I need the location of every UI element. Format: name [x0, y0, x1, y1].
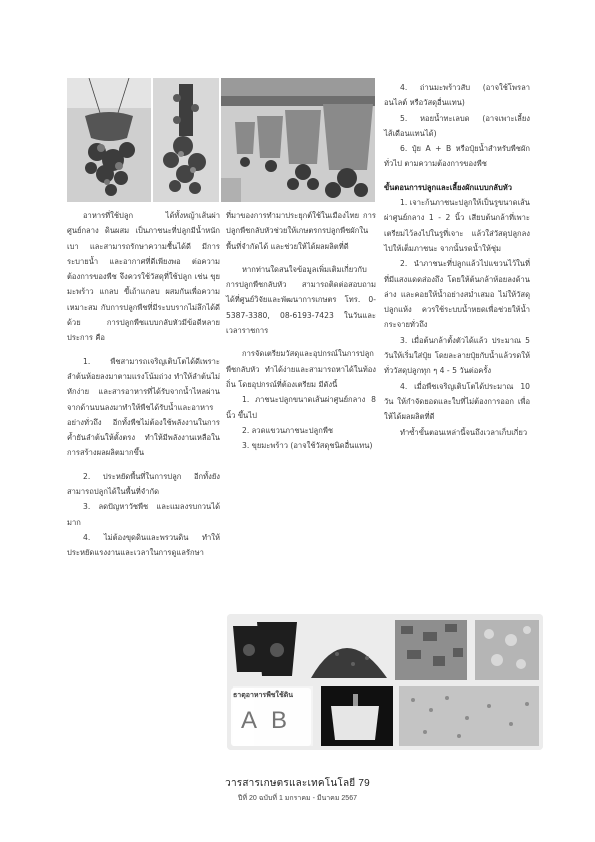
col3-item-4: 4. ถ่านมะพร้าวสับ (อาจใช้โพรลาอนไลต์ หรือวัสดุอื่นแทน) — [384, 83, 530, 108]
footer-issue-info: ปีที่ 20 ฉบับที่ 1 มกราคม - มีนาคม 2567 — [238, 795, 357, 802]
label-a: A — [241, 707, 258, 734]
col2-preparation-para: การจัดเตรียมวัสดุและอุปกรณ์ในการปลูกพืชกลับหัว ทำได้ง่ายและสามารถหาได้ในท้องถิ่น โดยอุปกรณ์ที่ต้องเตรียม มีดังนี้ — [226, 349, 376, 389]
photo-vertical-planter — [153, 78, 219, 202]
col1-point-2: 2. ประหยัดพื้นที่ในการปลูก อีกทั้งยังสามารถปลูกได้ในพื้นที่จำกัด — [67, 471, 220, 497]
label-b: B — [271, 707, 288, 734]
materials-caption — [231, 688, 311, 746]
column-3 — [384, 80, 530, 440]
col1-point-1: 1. พืชสามารถเจริญเติบโตได้ดีเพราะลำต้นห้อยลงมาตามแรงโน้มถ่วง ทำให้ลำต้นไม่หักง่าย และสารอาหารที่ได้รับจากน้ำไหลผ่านจากด้านบนลงมาทำให้พืชได้รับน้ำและอาหารอย่างทั่วถึง อีกทั้งพืชไม่ต้องใช้พลังงานในการค้ำยันลำต้นให้ตั้งตรง ทำให้มีพลังงานเหลือในการสร้างผลผลิตมากขึ้น — [67, 356, 220, 458]
materials-caption-text: ธาตุอาหารพืชใช้ดิน — [233, 691, 294, 699]
col1-intro: อาหารที่ใช้ปลูก ได้ทั้งหญ้าเส้นผ่าศูนย์กลาง ดินผสม เป็นภาชนะที่ปลูกมีน้ำหนักเบา และสามารถรักษาความชื้นได้ดี มีการระบายน้ำ และอากาศที่ดีเพียงพอ ต่อความต้องการของพืช จึงควรใช้วัสดุที่ใช้ปลูก เช่น ขุยมะพร้าว แกลบ ขี้เถ้าแกลบ ผสมกันเพื่อความเหมาะสม กับการปลูกพืชที่มีระบบรากไม่ลึกได้ดีด้วย การปลูกพืชแบบกลับหัวมีข้อดีหลายประการ คือ — [67, 211, 220, 343]
col2-contact-para: หากท่านใดสนใจข้อมูลเพิ่มเติมเกี่ยวกับการปลูกพืชกลับหัว สามารถติดต่อสอบถามได้ที่ศูนย์วิจัยและพัฒนาการเกษตร โทร. 0-5387-3380, 08-6193-7423 ในวันและเวลาราชการ — [226, 264, 376, 336]
col3-item-5: 5. หอยน้ำทะเลบด (อาจเพาะเลี้ยงไส้เดือนแทนได้) — [384, 113, 530, 138]
col3-item-6: 6. ปุ๋ย A + B หรือปุ๋ยน้ำสำหรับพืชผักทั่วไป ตามความต้องการของพืช — [384, 144, 530, 169]
col3-step-1: 1. เจาะก้นภาชนะปลูกให้เป็นรูขนาดเส้นผ่าศูนย์กลาง 1 - 2 นิ้ว เสียบต้นกล้าที่เพาะเตรียมไว้ลงไปในรูที่เจาะ แล้วใส่วัสดุปลูกลงไปให้เต็มภาชนะ จากนั้นรดน้ำให้ชุ่ม — [384, 198, 530, 253]
footer-journal-title: วารสารเกษตรและเทคโนโลยี 79 — [225, 778, 370, 789]
photo-hanging-pot — [67, 78, 151, 202]
col1-point-4: 4. ไม่ต้องขุดดินและพรวนดิน ทำให้ประหยัดแรงงานและเวลาในการดูแลรักษา — [67, 532, 220, 558]
col3-steps-heading: ขั้นตอนการปลูกและเลี้ยงผักแบบกลับหัว — [384, 182, 513, 192]
col3-step-4: 4. เมื่อพืชเจริญเติบโตได้ประมาณ 10 วัน ให้กำจัดยอดและใบที่ไม่ต้องการออก เพื่อให้ได้ผลผลิตที่ดี — [384, 381, 530, 422]
col3-step-2: 2. นำภาชนะที่ปลูกแล้วไปแขวนไว้ในที่ที่มีแสงแดดส่องถึง โดยให้ต้นกล้าห้อยลงด้านล่าง และคอยให้น้ำอย่างสม่ำเสมอ ไม่ให้วัสดุปลูกแห้ง ควรใช้ระบบน้ำหยดเพื่อช่วยให้น้ำกระจายทั่วถึง — [384, 259, 530, 330]
col3-step-5: ทำซ้ำขั้นตอนเหล่านี้จนถึงเวลาเก็บเกี่ยว — [400, 427, 528, 437]
col2-item-2: 2. ลวดแขวนภาชนะปลูกพืช — [242, 425, 333, 435]
col1-point-3: 3. ลดปัญหาวัชพืช และแมลงรบกวนได้มาก — [67, 502, 220, 527]
footer — [0, 776, 595, 804]
photo-hanging-buckets — [221, 78, 375, 202]
col3-step-3: 3. เมื่อต้นกล้าตั้งตัวได้แล้ว ประมาณ 5 วันให้เริ่มใส่ปุ๋ย โดยละลายปุ๋ยกับน้ำแล้วรดให้ทั่ววัสดุปลูกทุก ๆ 4 - 5 วันต่อครั้ง — [384, 335, 530, 376]
col2-para-1: ที่มาของการทำมาประยุกต์ใช้ในเมืองไทย การปลูกพืชกลับหัวช่วยให้เกษตรกรปลูกพืชผักในพื้นที่จำกัดได้ และช่วยให้ได้ผลผลิตที่ดี — [226, 211, 376, 251]
col2-item-3: 3. ขุยมะพร้าว (อาจใช้วัสดุชนิดอื่นแทน) — [242, 441, 373, 451]
col2-item-1: 1. ภาชนะปลูกขนาดเส้นผ่าศูนย์กลาง 8 นิ้ว ขึ้นไป — [226, 395, 376, 420]
column-2 — [226, 208, 376, 453]
column-1 — [67, 208, 220, 561]
materials-photo-panel — [227, 614, 543, 750]
